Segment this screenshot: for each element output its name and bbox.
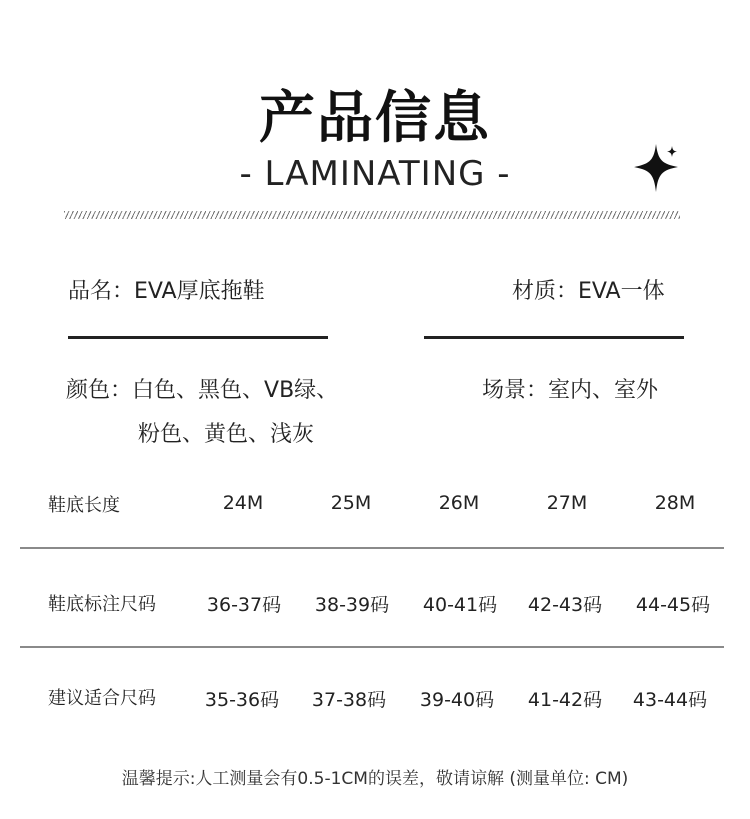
row-label-marked-size: 鞋底标注尺码: [48, 594, 156, 615]
info-rule-right: [424, 336, 684, 339]
table-cell: 35-36码: [204, 689, 280, 711]
hatch-divider: [64, 211, 680, 219]
table-cell: 41-42码: [527, 689, 603, 711]
table-cell: 36-37码: [206, 594, 282, 616]
table-cell: 39-40码: [419, 689, 495, 711]
table-cell: 44-45码: [635, 594, 711, 616]
page-title: 产品信息: [259, 86, 491, 151]
table-divider: [20, 547, 724, 549]
table-cell: 28M: [654, 492, 696, 514]
table-divider: [20, 646, 724, 648]
scene-label: 场景：: [482, 378, 549, 403]
product-name-label: 品名：: [68, 279, 135, 304]
scene-value: 室内、室外: [548, 378, 659, 403]
material-value: EVA一体: [578, 279, 665, 304]
info-rule-left: [68, 336, 328, 339]
product-name: [68, 274, 265, 305]
table-cell: 26M: [438, 492, 480, 514]
color-label: 颜色：: [66, 378, 133, 403]
product-name-value: EVA厚底拖鞋: [134, 279, 265, 304]
table-cell: 38-39码: [314, 594, 390, 616]
product-color: [66, 373, 338, 404]
row-label-recommended-size: 建议适合尺码: [48, 688, 156, 709]
table-cell: 27M: [546, 492, 588, 514]
product-scene: [482, 373, 658, 404]
table-cell: 25M: [330, 492, 372, 514]
color-line-2: 粉色、黄色、浅灰: [138, 422, 315, 447]
table-cell: 42-43码: [527, 594, 603, 616]
product-material: [512, 274, 665, 305]
sparkle-icon: [628, 140, 684, 196]
color-line-1: 白色、黑色、VB绿、: [132, 378, 339, 403]
material-label: 材质：: [512, 279, 579, 304]
table-cell: 43-44码: [632, 689, 708, 711]
table-cell: 24M: [222, 492, 264, 514]
row-label-sole-length: 鞋底长度: [48, 495, 120, 516]
table-cell: 37-38码: [311, 689, 387, 711]
page-subtitle: - LAMINATING -: [239, 154, 511, 194]
footnote: 温馨提示:人工测量会有0.5-1CM的误差，敬请谅解 (测量单位: CM): [121, 769, 629, 789]
table-cell: 40-41码: [422, 594, 498, 616]
